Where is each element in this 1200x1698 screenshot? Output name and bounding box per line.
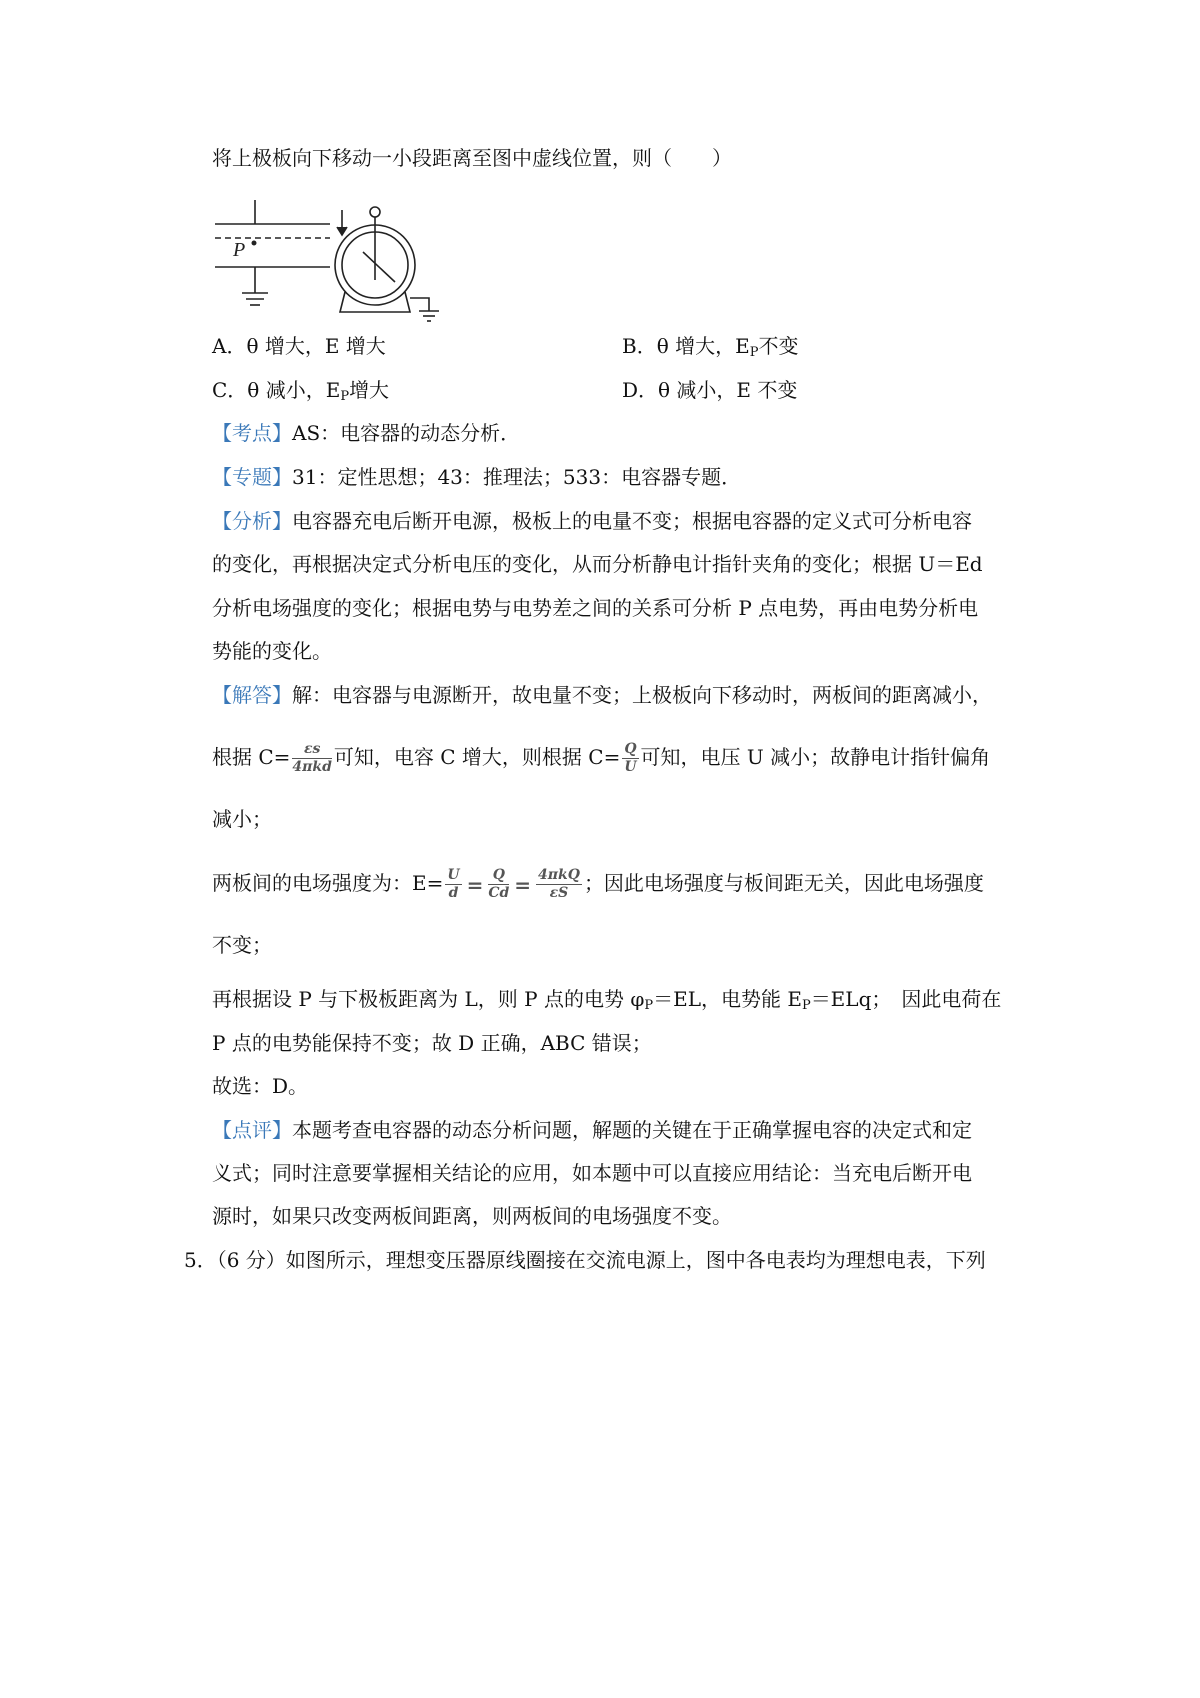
kaodian-line: 【考点】AS：电容器的动态分析． [212,421,521,445]
dianping-line-2: 义式；同时注意要掌握相关结论的应用，如本题中可以直接应用结论：当充电后断开电 [212,1161,972,1185]
question-5-stem: 5．（6 分）如图所示，理想变压器原线圈接在交流电源上，图中各电表均为理想电表，下列 [184,1248,986,1272]
fenxi-line-2: 的变化，再根据决定式分析电压的变化，从而分析静电计指针夹角的变化；根据 U＝Ed [212,552,983,576]
option-a: A．θ 增大，E 增大 [212,334,386,358]
jieda-line-4: 两板间的电场强度为：E= $\frac{U}{d}$ = $\frac{Q}{Cd}$ = $\frac{\text{4πkQ}}{\varepsilon S}$ ；因此电场强度与板间距无关，因此电场强度 [212,867,984,901]
fenxi-line-3: 分析电场强度的变化；根据电势与电势差之间的关系可分析 P 点电势，再由电势分析电 [212,596,979,620]
zhuanti-tag: 【专题】 [212,465,292,489]
point-p-label: P [233,239,246,261]
jieda-line-1: 【解答】解：电容器与电源断开，故电量不变；上极板向下移动时，两板间的距离减小， [212,683,992,707]
dianping-line-3: 源时，如果只改变两板间距离，则两板间的电场强度不变。 [212,1204,732,1228]
jieda-line-5: 不变； [212,933,272,957]
jieda-line-8: 故选：D。 [212,1074,309,1098]
electrometer-terminal [370,207,380,217]
dianping-tag: 【点评】 [212,1118,292,1142]
kaodian-tag: 【考点】 [212,421,292,445]
option-c: C．θ 减小，$E_P$增大 [212,378,390,404]
dianping-line-1: 【点评】本题考查电容器的动态分析问题，解题的关键在于正确掌握电容的决定式和定 [212,1118,972,1142]
electrometer-needle [363,252,395,282]
option-b: B．θ 增大，$E_P$不变 [622,334,799,360]
point-p-dot [252,241,257,246]
zhuanti-line: 【专题】31：定性思想；43：推理法；533：电容器专题． [212,465,742,489]
connecting-wire [255,200,375,224]
fraction-capacitance-formula: $\frac{\varepsilon s}{\text{4πkd}}$ [292,741,332,775]
fenxi-line-1: 【分析】电容器充电后断开电源，极板上的电量不变；根据电容器的定义式可分析电容 [212,509,972,533]
jieda-line-3: 减小； [212,807,272,831]
fraction-4pikq-over-es: $\frac{\text{4πkQ}}{\varepsilon S}$ [538,867,580,901]
fraction-u-over-d: $\frac{U}{d}$ [447,867,460,901]
fenxi-tag: 【分析】 [212,509,292,533]
jieda-line-2: 根据 C= $\frac{\varepsilon s}{\text{4πkd}}$ 可知，电容 C 增大，则根据 C= $\frac{Q}{U}$ 可知，电压 U 减小；故静电计指针偏角 [212,741,991,775]
option-d: D．θ 减小，E 不变 [622,378,798,402]
fenxi-line-4: 势能的变化。 [212,639,332,663]
jieda-tag: 【解答】 [212,683,292,707]
jieda-line-6: 再根据设 P 与下极板距离为 L，则 P 点的电势 $\varphi_P=EL$，电势能 $E_P=ELq$； 因此电荷在 [212,987,1002,1013]
jieda-line-7: P 点的电势能保持不变；故 D 正确，ABC 错误； [212,1031,652,1055]
capacitor-electrometer-diagram [205,200,490,350]
fraction-q-over-cd: $\frac{Q}{Cd}$ [488,867,510,901]
question-stem: 将上极板向下移动一小段距离至图中虚线位置，则（ ） [212,146,732,170]
fraction-q-over-u: $\frac{Q}{U}$ [624,741,637,775]
